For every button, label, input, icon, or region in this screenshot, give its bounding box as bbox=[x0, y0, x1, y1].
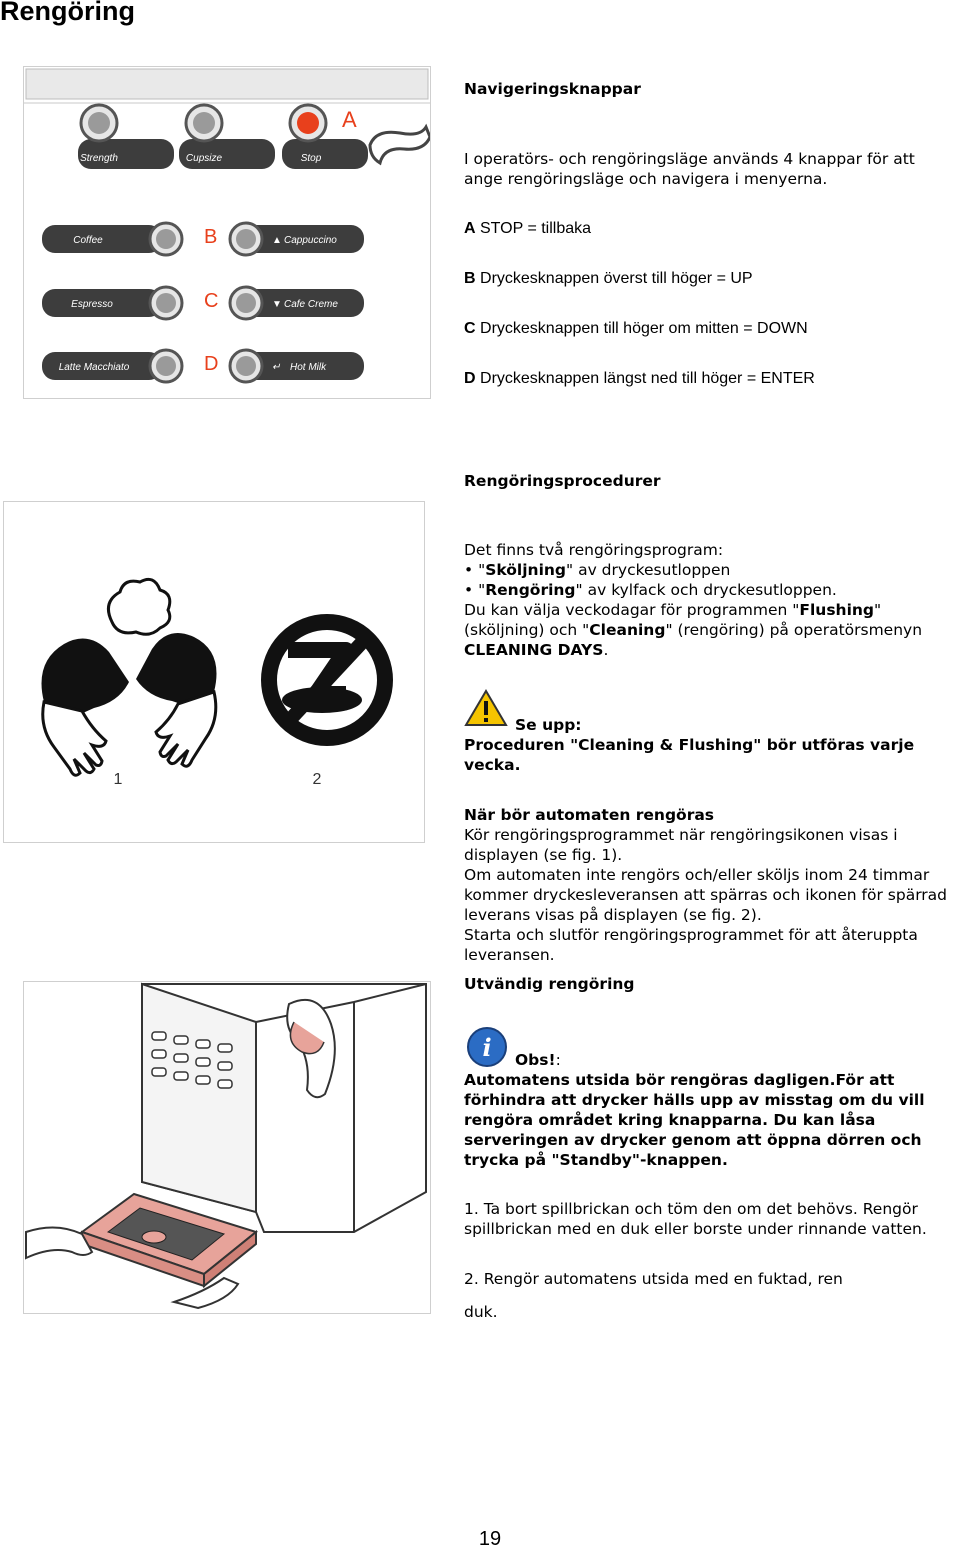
when-heading: När bör automaten rengöras bbox=[464, 806, 715, 824]
proc-bullet-2: • "Rengöring" av kylfack och dryckesutloppen. bbox=[464, 581, 837, 599]
cleaning-icons-figure bbox=[3, 501, 425, 843]
coffee-label: Coffee bbox=[73, 235, 103, 246]
page-number: 19 bbox=[478, 1528, 502, 1550]
page-title: Rengöring bbox=[0, 0, 135, 26]
nav-heading: Navigeringsknappar bbox=[464, 80, 641, 98]
letter-b: B bbox=[204, 226, 218, 248]
nav-item-a bbox=[464, 219, 960, 239]
obs-text: Automatens utsida bör rengöras dagligen.För att förhindra att drycker hälls upp av misstag om du vill rengöra området kring knapparna. Du kan låsa serveringen av drycker genom att öppna dörren och trycka på "Standby"-knappen. bbox=[464, 1071, 925, 1169]
key-b: B bbox=[464, 270, 476, 287]
hot-milk-label: Hot Milk bbox=[290, 362, 327, 373]
figure-label-1: 1 bbox=[113, 771, 123, 788]
nav-item-d bbox=[464, 369, 960, 389]
cup-outlet-icon bbox=[370, 127, 430, 163]
key-d: D bbox=[464, 370, 476, 387]
nav-item-c-text: Dryckesknappen till höger om mitten = DOWN bbox=[475, 320, 808, 337]
obs-colon: : bbox=[555, 1051, 561, 1069]
proc-bullet-1: • "Sköljning" av dryckesutloppen bbox=[464, 561, 731, 579]
when-p1: Kör rengöringsprogrammet när rengöringsikonen visas i displayen (se fig. 1). bbox=[464, 826, 898, 864]
svg-text:▲: ▲ bbox=[272, 235, 282, 246]
svg-text:i: i bbox=[482, 1033, 492, 1062]
beverage-row-3[interactable] bbox=[42, 350, 364, 382]
beverage-row-2[interactable] bbox=[42, 287, 364, 319]
strength-label: Strength bbox=[80, 153, 118, 164]
info-icon bbox=[466, 1026, 508, 1068]
nav-item-b bbox=[464, 269, 960, 289]
blocked-delivery-icon bbox=[269, 622, 385, 738]
cleaning-hands-icon bbox=[42, 579, 217, 775]
nav-item-d-text: Dryckesknappen längst ned till höger = ENTER bbox=[475, 370, 815, 387]
control-panel-illustration bbox=[24, 67, 430, 398]
beverage-row-1[interactable] bbox=[42, 223, 364, 255]
proc-intro: Det finns två rengöringsprogram: bbox=[464, 541, 724, 559]
letter-a: A bbox=[342, 107, 357, 132]
cupsize-label: Cupsize bbox=[185, 153, 223, 164]
proc-paragraph: Du kan välja veckodagar för programmen "Flushing" (sköljning) och "Cleaning" (rengöring) på operatörsmenyn CLEANING DAYS. bbox=[464, 601, 923, 659]
control-panel-figure bbox=[23, 66, 431, 399]
external-cleaning-illustration bbox=[24, 982, 430, 1313]
espresso-label: Espresso bbox=[71, 299, 113, 310]
when-p2: Om automaten inte rengörs och/eller sköljs inom 24 timmar kommer dryckesleveransen att spärras och ikonen för spärrad leverans visas på displayen (se fig. 2). bbox=[464, 866, 947, 924]
cupsize-button[interactable] bbox=[179, 105, 275, 169]
warning-icon bbox=[464, 689, 508, 727]
strength-button[interactable] bbox=[78, 105, 174, 169]
proc-body bbox=[464, 540, 960, 660]
step-1: 1. Ta bort spillbrickan och töm den om det behövs. Rengör spillbrickan med en duk eller borste under rinnande vatten. bbox=[464, 1200, 927, 1238]
latte-macchiato-label: Latte Macchiato bbox=[58, 362, 130, 373]
cafe-creme-label: Cafe Creme bbox=[284, 299, 338, 310]
svg-text:↵: ↵ bbox=[272, 362, 281, 373]
step-2-end: duk. bbox=[464, 1303, 498, 1321]
external-heading: Utvändig rengöring bbox=[464, 975, 635, 993]
nav-item-b-text: Dryckesknappen överst till höger = UP bbox=[475, 270, 753, 287]
when-p3: Starta och slutför rengöringsprogrammet för att återuppta leveransen. bbox=[464, 926, 918, 964]
obs-label-line bbox=[515, 1050, 815, 1070]
cappuccino-label: Cappuccino bbox=[284, 235, 337, 246]
stop-label: Stop bbox=[300, 153, 322, 164]
external-cleaning-figure bbox=[23, 981, 431, 1314]
warning-label: Se upp: bbox=[515, 716, 582, 734]
figure-label-2: 2 bbox=[312, 771, 322, 788]
drip-tray-icon bbox=[82, 1194, 256, 1286]
letter-c: C bbox=[204, 290, 219, 312]
key-c: C bbox=[464, 320, 476, 337]
letter-d: D bbox=[204, 353, 219, 375]
svg-text:▼: ▼ bbox=[272, 299, 282, 310]
when-section bbox=[464, 805, 960, 965]
cleaning-icons-illustration bbox=[4, 502, 424, 842]
obs-label: Obs! bbox=[515, 1051, 556, 1069]
proc-heading: Rengöringsprocedurer bbox=[464, 472, 661, 490]
nav-item-a-text: STOP = tillbaka bbox=[475, 220, 592, 237]
warning-text: Proceduren "Cleaning & Flushing" bör utföras varje vecka. bbox=[464, 736, 915, 774]
step-2: 2. Rengör automatens utsida med en fuktad, ren bbox=[464, 1270, 843, 1288]
nav-item-c bbox=[464, 319, 960, 339]
nav-intro: I operatörs- och rengöringsläge används 4 knappar för att ange rengöringsläge och navigera i menyerna. bbox=[464, 150, 915, 188]
key-a: A bbox=[464, 220, 476, 237]
